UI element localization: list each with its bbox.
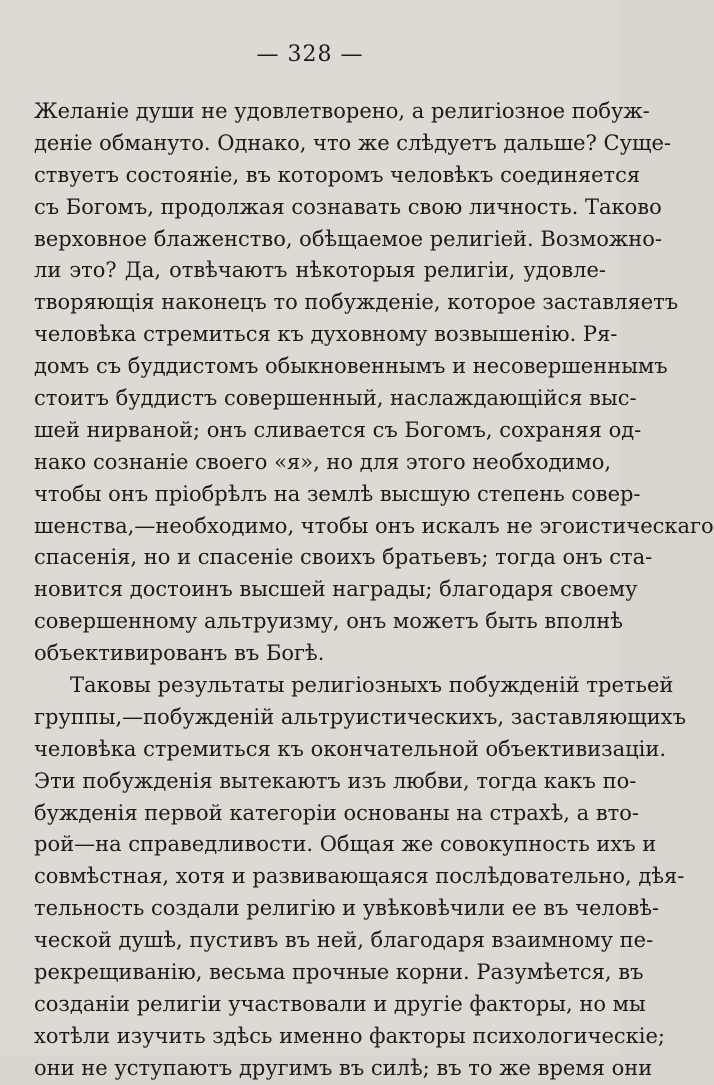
text-line: нако сознаніе своего «я», но для этого необходимо,	[34, 449, 612, 474]
text-line: чтобы онъ пріобрѣлъ на землѣ высшую степень совер-	[34, 481, 641, 506]
text-line: человѣка стремиться къ окончательной объективизаціи.	[34, 736, 667, 761]
text-line: Эти побужденія вытекаютъ изъ любви, тогда какъ по-	[34, 768, 637, 793]
text-line: хотѣли изучить здѣсь именно факторы психологическіе;	[34, 1023, 665, 1048]
text-line: новится достоинъ высшей награды; благодаря своему	[34, 577, 638, 602]
text-line: объективированъ въ Богѣ.	[34, 641, 325, 666]
text-line: рой—на справедливости. Общая же совокупность ихъ и	[34, 832, 657, 857]
text-line: они не уступаютъ другимъ въ силѣ; въ то же время они	[34, 1055, 653, 1080]
text-line: ли это? Да, отвѣчаютъ нѣкоторыя религіи, удовле-	[34, 258, 606, 283]
text-line: шенства,—необходимо, чтобы онъ искалъ не эгоистическаго	[34, 513, 714, 538]
text-line: верховное блаженство, обѣщаемое религіей. Возможно-	[34, 226, 662, 251]
text-line: съ Богомъ, продолжая сознавать свою личность. Таково	[34, 194, 662, 219]
text-line: ческой душѣ, пустивъ въ ней, благодаря взаимному пе-	[34, 928, 654, 953]
text-line: спасенія, но и спасеніе своихъ братьевъ; тогда онъ ста-	[34, 545, 653, 570]
text-line: человѣка стремиться къ духовному возвышенію. Ря-	[34, 322, 618, 347]
text-line: ствуетъ состояніе, въ которомъ человѣкъ соединяется	[34, 162, 641, 187]
page-text	[34, 96, 714, 1085]
text-line: совмѣстная, хотя и развивающаяся послѣдовательно, дѣя-	[34, 864, 685, 889]
text-line: Желаніе души не удовлетворено, а религіозное побуж-	[34, 99, 650, 123]
text-line: группы,—побужденій альтруистическихъ, заставляющихъ	[34, 704, 687, 729]
text-line: созданіи религіи участвовали и другіе факторы, но мы	[34, 991, 646, 1016]
text-line: рекрещиванію, весьма прочные корни. Разумѣется, въ	[34, 960, 644, 985]
text-line: бужденія первой категоріи основаны на страхѣ, а вто-	[34, 800, 640, 825]
page-number: — 328 —	[256, 42, 364, 67]
text-line: шей нирваной; онъ сливается съ Богомъ, сохраняя од-	[34, 417, 642, 442]
text-line: творяющія наконецъ то побужденіе, которое заставляетъ	[34, 290, 679, 315]
text-line: стоитъ буддистъ совершенный, наслаждающійся выс-	[34, 386, 637, 411]
text-line: совершенному альтруизму, онъ можетъ быть вполнѣ	[34, 609, 623, 634]
text-line: деніе обмануто. Однако, что же слѣдуетъ дальше? Суще-	[34, 130, 672, 155]
text-line: домъ съ буддистомъ обыкновеннымъ и несовершеннымъ	[34, 354, 668, 379]
text-line: тельность создали религію и увѣковѣчили ее въ человѣ-	[34, 896, 660, 921]
text-line: Таковы результаты религіозныхъ побужденій третьей	[70, 673, 674, 698]
